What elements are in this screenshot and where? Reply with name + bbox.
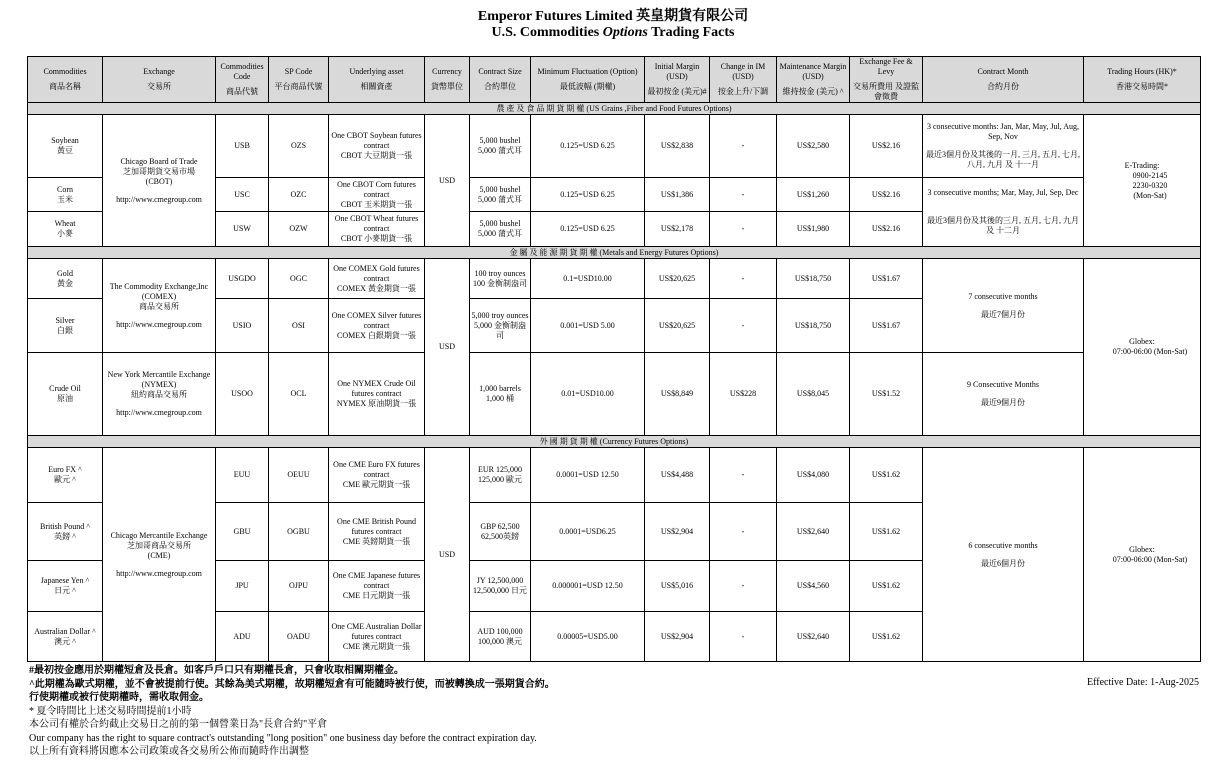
change-in-im: -	[710, 612, 777, 662]
initial-margin: US$20,625	[645, 259, 710, 299]
change-in-im: -	[710, 561, 777, 612]
header-zh: 維持按金 (美元) ^	[782, 87, 844, 96]
currency-cell: USD	[425, 259, 470, 436]
exchange-abbr: (CME)	[147, 550, 171, 560]
footnote: 行使期權或被行使期權時，需收取佣金。	[29, 692, 209, 703]
asset-en: One CME Japanese futures contract	[332, 571, 421, 590]
underlying-asset	[329, 561, 425, 612]
contract-size-en: AUD 100,000	[477, 626, 523, 636]
asset-en: One CBOT Corn futures contract	[337, 179, 416, 199]
contract-month	[923, 115, 1084, 178]
column-header	[103, 57, 216, 103]
trading-hours-value: 0900-2145	[1132, 170, 1168, 180]
commodity-name	[28, 178, 103, 212]
table-row	[28, 353, 1201, 436]
asset-en: One CME British Pound futures contract	[337, 516, 416, 536]
header-zh: 商品代號	[226, 87, 258, 96]
change-in-im: -	[710, 503, 777, 561]
change-in-im: -	[710, 299, 777, 353]
commodity-code: USW	[216, 212, 269, 247]
trading-hours-label: E-Trading:	[1124, 160, 1160, 170]
trading-hours-value: 07:00-06:00 (Mon-Sat)	[1112, 347, 1188, 356]
exchange-fee: US$1.62	[850, 561, 923, 612]
header-zh: 相關資產	[360, 82, 393, 91]
header-zh: 平台商品代號	[274, 82, 323, 91]
section-title: 外 國 期 貨 期 權 (Currency Futures Options)	[28, 436, 1201, 448]
exchange-fee: US$2.16	[850, 115, 923, 178]
commodity-name-zh: 黃豆	[57, 146, 73, 155]
contract-size	[470, 212, 531, 247]
trading-hours-value: (Mon-Sat)	[1133, 190, 1167, 200]
header-en: Commodities Code	[220, 62, 264, 81]
contract-size	[470, 503, 531, 561]
footnote: #最初按金應用於期權短倉及長倉。如客戶戶口只有期權長倉，只會收取相關期權金。	[29, 665, 404, 676]
section-header-row	[28, 247, 1201, 259]
column-header	[923, 57, 1084, 103]
asset-zh: COMEX 白銀期貨一張	[337, 330, 416, 340]
maintenance-margin: US$18,750	[777, 299, 850, 353]
contract-size-zh: 5,000 金衡制盎司	[474, 320, 526, 340]
contract-month-en: 3 consecutive months; Mar, May, Jul, Sep, Dec	[927, 188, 1079, 197]
underlying-asset	[329, 448, 425, 503]
contract-size-zh: 12,500,000 日元	[473, 586, 527, 595]
footnote: Our company has the right to square contract's outstanding "long position" one business day before the contract expiration day.	[29, 732, 537, 744]
currency-cell: USD	[425, 448, 470, 662]
asset-en: One NYMEX Crude Oil futures contract	[337, 379, 416, 398]
contract-size-en: 100 troy ounces	[474, 268, 526, 278]
exchange-abbr: (NYMEX)	[141, 380, 177, 389]
commodity-name-en: Australian Dollar ^	[34, 626, 96, 636]
effective-date: Effective Date: 1-Aug-2025	[1087, 677, 1199, 688]
trading-facts-table	[27, 56, 1201, 662]
table-row	[28, 448, 1201, 503]
spacer	[924, 198, 1082, 216]
commodity-name-zh: 玉米	[57, 194, 73, 204]
underlying-asset	[329, 115, 425, 178]
contract-size-en: 5,000 bushel	[479, 184, 521, 194]
footnote: * 夏令時間比上述交易時間提前1小時	[29, 705, 192, 717]
exchange-name-en: The Commodity Exchange,Inc	[109, 281, 209, 291]
exchange-cell	[103, 353, 216, 436]
exchange-name-zh: 芝加哥期貨交易市場	[123, 166, 195, 176]
commodity-name-zh: 澳元 ^	[54, 636, 76, 646]
header-zh: 最低波幅 (期權)	[559, 82, 616, 91]
asset-en: One COMEX Gold futures contract	[333, 263, 420, 283]
contract-month-zh: 最近9個月份	[981, 398, 1025, 407]
trading-hours-label: Globex:	[1129, 544, 1155, 554]
header-zh: 商品名稱	[49, 82, 81, 91]
min-fluctuation: 0.125=USD 6.25	[531, 178, 645, 212]
min-fluctuation: 0.1=USD10.00	[531, 259, 645, 299]
header-en: Minimum Fluctuation (Option)	[537, 67, 638, 76]
exchange-fee: US$1.67	[850, 299, 923, 353]
column-header	[470, 57, 531, 103]
sp-code: OJPU	[269, 561, 329, 612]
contract-size	[470, 353, 531, 436]
footnote: ^此期權為歐式期權，並不會被提前行使。其餘為美式期權，故期權短倉有可能隨時被行使，而被轉換成一張期貨合約。	[29, 678, 555, 690]
min-fluctuation: 0.125=USD 6.25	[531, 212, 645, 247]
underlying-asset	[329, 353, 425, 436]
exchange-fee: US$2.16	[850, 178, 923, 212]
document-subtitle	[0, 24, 1226, 41]
contract-size	[470, 299, 531, 353]
contract-size-zh: 5,000 蒲式耳	[478, 229, 522, 238]
initial-margin: US$4,488	[645, 448, 710, 503]
sp-code: OGC	[269, 259, 329, 299]
maintenance-margin: US$2,640	[777, 612, 850, 662]
commodity-code: GBU	[216, 503, 269, 561]
exchange-fee: US$1.62	[850, 448, 923, 503]
exchange-fee: US$1.62	[850, 612, 923, 662]
spacer	[924, 390, 1082, 398]
commodity-name	[28, 299, 103, 353]
trading-hours	[1084, 115, 1201, 247]
min-fluctuation: 0.0001=USD6.25	[531, 503, 645, 561]
subtitle-italic: Options	[602, 25, 648, 40]
table-row	[28, 259, 1201, 299]
min-fluctuation: 0.125=USD 6.25	[531, 115, 645, 178]
commodity-code: EUU	[216, 448, 269, 503]
contract-size-zh: 62,500英鎊	[481, 531, 519, 541]
commodity-name-en: Euro FX ^	[48, 465, 82, 474]
header-zh: 交易所	[147, 82, 171, 91]
asset-zh: CME 歐元期貨一張	[342, 480, 411, 489]
contract-size-zh: 5,000 蒲式耳	[478, 146, 522, 155]
section-title: 金 屬 及 能 源 期 貨 期 權 (Metals and Energy Futures Options)	[28, 247, 1201, 259]
footnote: 本公司有權於合約截止交易日之前的第一個營業日為"長倉合約"平倉	[29, 719, 328, 730]
header-en: Currency	[432, 67, 462, 76]
header-en: Maintenance Margin (USD)	[779, 62, 847, 81]
exchange-url: http://www.cmegroup.com	[116, 568, 202, 578]
sp-code: OZW	[269, 212, 329, 247]
trading-hours	[1084, 259, 1201, 436]
initial-margin: US$2,904	[645, 503, 710, 561]
contract-size-zh: 100,000 澳元	[478, 636, 522, 646]
subtitle-prefix: U.S. Commodities	[491, 25, 603, 40]
initial-margin: US$2,838	[645, 115, 710, 178]
contract-size-en: 1,000 barrels	[479, 384, 521, 393]
change-in-im: -	[710, 212, 777, 247]
commodity-name-zh: 英鎊 ^	[54, 531, 76, 541]
contract-size-en: 5,000 troy ounces	[471, 310, 529, 320]
exchange-name-zh: 商品交易所	[139, 301, 179, 311]
underlying-asset	[329, 178, 425, 212]
header-en: Underlying asset	[349, 67, 404, 76]
initial-margin: US$20,625	[645, 299, 710, 353]
contract-month-en: 6 consecutive months	[968, 540, 1038, 550]
change-in-im: -	[710, 448, 777, 503]
contract-size	[470, 115, 531, 178]
commodity-name	[28, 448, 103, 503]
maintenance-margin: US$1,260	[777, 178, 850, 212]
header-en: Trading Hours (HK)*	[1107, 67, 1177, 76]
contract-month-zh: 最近6個月份	[981, 558, 1025, 568]
maintenance-margin: US$4,080	[777, 448, 850, 503]
contract-month-en: 7 consecutive months	[968, 291, 1038, 301]
exchange-name-en: Chicago Mercantile Exchange	[110, 530, 208, 540]
initial-margin: US$2,904	[645, 612, 710, 662]
contract-size-zh: 5,000 蒲式耳	[478, 194, 522, 204]
column-header	[1084, 57, 1201, 103]
header-zh: 合約月份	[987, 82, 1019, 91]
exchange-url: http://www.cmegroup.com	[116, 319, 202, 329]
exchange-abbr: (CBOT)	[145, 176, 173, 186]
contract-size-en: JY 12,500,000	[476, 576, 524, 585]
underlying-asset	[329, 299, 425, 353]
commodity-code: ADU	[216, 612, 269, 662]
contract-size	[470, 561, 531, 612]
min-fluctuation: 0.000001=USD 12.50	[531, 561, 645, 612]
contract-month-zh: 最近3個月份及其後的三月, 五月, 七月, 九月 及 十二月	[927, 216, 1079, 235]
exchange-cell	[103, 448, 216, 662]
trading-hours-value: 2230-0320	[1132, 180, 1168, 190]
header-en: Contract Size	[478, 67, 522, 76]
commodity-name-en: Gold	[57, 268, 73, 278]
asset-zh: CBOT 玉米期貨一張	[340, 199, 413, 209]
column-header	[216, 57, 269, 103]
sp-code: OZS	[269, 115, 329, 178]
spacer	[104, 561, 214, 569]
header-en: Exchange	[143, 67, 175, 76]
maintenance-margin: US$8,045	[777, 353, 850, 436]
commodity-name	[28, 612, 103, 662]
contract-month-zh: 最近3個月份及其後的一月, 三月, 五月, 七月, 八月, 九月 及 十一月	[926, 150, 1080, 169]
maintenance-margin: US$1,980	[777, 212, 850, 247]
commodity-name-en: Soybean	[51, 136, 79, 145]
spacer	[104, 187, 214, 195]
spacer	[104, 312, 214, 320]
commodity-name-zh: 歐元 ^	[54, 475, 76, 484]
table-row	[28, 115, 1201, 178]
asset-zh: CME 澳元期貨一張	[342, 641, 411, 651]
asset-zh: CME 英鎊期貨一張	[342, 536, 411, 546]
commodity-name-zh: 黃金	[57, 278, 73, 288]
sp-code: OSI	[269, 299, 329, 353]
header-en: Contract Month	[977, 67, 1029, 76]
header-row	[28, 57, 1201, 103]
column-header	[28, 57, 103, 103]
header-zh: 香港交易時間*	[1116, 82, 1168, 91]
contract-month-en: 9 Consecutive Months	[967, 380, 1039, 389]
asset-zh: COMEX 黃金期貨一張	[337, 283, 416, 293]
sp-code: OEUU	[269, 448, 329, 503]
contract-month	[923, 178, 1084, 247]
contract-month-en: 3 consecutive months: Jan, Mar, May, Jul, Aug, Sep, Nov	[926, 122, 1080, 141]
contract-size-en: 5,000 bushel	[479, 219, 521, 228]
asset-en: One CBOT Soybean futures contract	[331, 131, 422, 150]
spacer	[924, 302, 1082, 310]
min-fluctuation: 0.00005=USD5.00	[531, 612, 645, 662]
min-fluctuation: 0.01=USD10.00	[531, 353, 645, 436]
subtitle-suffix: Trading Facts	[647, 25, 735, 40]
initial-margin: US$2,178	[645, 212, 710, 247]
initial-margin: US$1,386	[645, 178, 710, 212]
underlying-asset	[329, 612, 425, 662]
exchange-fee: US$1.62	[850, 503, 923, 561]
column-header	[329, 57, 425, 103]
underlying-asset	[329, 503, 425, 561]
asset-en: One CME Euro FX futures contract	[333, 460, 420, 479]
contract-size-en: 5,000 bushel	[479, 136, 521, 145]
column-header	[850, 57, 923, 103]
contract-size	[470, 448, 531, 503]
header-zh: 合約單位	[484, 82, 516, 91]
commodity-name-zh: 原油	[57, 394, 73, 403]
exchange-name-zh: 紐約商品交易所	[131, 390, 187, 399]
asset-zh: CBOT 小麥期貨一張	[340, 234, 413, 243]
spacer	[924, 551, 1082, 559]
header-en: Exchange Fee & Levy	[859, 57, 913, 76]
currency-cell: USD	[425, 115, 470, 247]
contract-size-zh: 1,000 桶	[486, 394, 514, 403]
commodity-name	[28, 561, 103, 612]
exchange-cell	[103, 259, 216, 353]
asset-zh: NYMEX 原油期貨一張	[336, 399, 417, 408]
commodity-name	[28, 115, 103, 178]
column-header	[710, 57, 777, 103]
maintenance-margin: US$18,750	[777, 259, 850, 299]
column-header	[269, 57, 329, 103]
maintenance-margin: US$4,560	[777, 561, 850, 612]
header-en: Initial Margin (USD)	[654, 62, 700, 81]
commodity-code: USIO	[216, 299, 269, 353]
initial-margin: US$8,849	[645, 353, 710, 436]
header-en: SP Code	[284, 67, 313, 76]
contract-month	[923, 259, 1084, 353]
commodity-name	[28, 259, 103, 299]
min-fluctuation: 0.0001=USD 12.50	[531, 448, 645, 503]
exchange-name-zh: 芝加哥商品交易所	[127, 540, 191, 550]
commodity-code: USOO	[216, 353, 269, 436]
change-in-im: -	[710, 259, 777, 299]
contract-size-en: EUR 125,000	[478, 465, 522, 474]
underlying-asset	[329, 259, 425, 299]
header-zh: 貨幣單位	[431, 82, 463, 91]
maintenance-margin: US$2,640	[777, 503, 850, 561]
header-zh: 按金上升/下調	[717, 87, 769, 96]
exchange-url: http://www.cmegroup.com	[116, 408, 202, 417]
commodity-name	[28, 503, 103, 561]
contract-size	[470, 612, 531, 662]
commodity-name-zh: 日元 ^	[54, 586, 76, 595]
header-zh: 交易所費用 及證監會徵費	[853, 82, 919, 101]
footnotes	[29, 664, 1199, 759]
spacer	[924, 142, 1082, 150]
header-en: Change in IM (USD)	[720, 62, 766, 81]
commodity-name-en: Silver	[55, 315, 75, 325]
change-in-im: US$228	[710, 353, 777, 436]
section-header-row	[28, 436, 1201, 448]
exchange-name-en: Chicago Board of Trade	[120, 156, 198, 166]
trading-hours-value: 07:00-06:00 (Mon-Sat)	[1112, 554, 1188, 564]
contract-size-en: GBP 62,500	[480, 521, 520, 531]
underlying-asset	[329, 212, 425, 247]
exchange-fee: US$1.67	[850, 259, 923, 299]
document-title: Emperor Futures Limited 英皇期貨有限公司	[477, 9, 749, 24]
contract-size-zh: 100 金衡制盎司	[473, 278, 527, 288]
asset-en: One COMEX Silver futures contract	[331, 310, 422, 330]
asset-zh: CME 日元期貨一張	[342, 591, 411, 600]
exchange-cell	[103, 115, 216, 247]
contract-month	[923, 448, 1084, 662]
spacer	[104, 400, 214, 408]
contract-month-zh: 最近7個月份	[981, 309, 1025, 319]
change-in-im: -	[710, 115, 777, 178]
min-fluctuation: 0.001=USD 5.00	[531, 299, 645, 353]
commodity-name-en: British Pound ^	[40, 521, 90, 531]
section-header-row	[28, 103, 1201, 115]
trading-hours-label: Globex:	[1129, 337, 1155, 346]
contract-size-zh: 125,000 歐元	[478, 475, 522, 484]
maintenance-margin: US$2,580	[777, 115, 850, 178]
initial-margin: US$5,016	[645, 561, 710, 612]
asset-en: One CBOT Wheat futures contract	[334, 214, 419, 233]
footnote: 以上所有資料將因應本公司政策或各交易所公佈而隨時作出調整	[29, 746, 309, 757]
commodity-name	[28, 353, 103, 436]
commodity-code: USGDO	[216, 259, 269, 299]
contract-month	[923, 353, 1084, 436]
sp-code: OGBU	[269, 503, 329, 561]
exchange-abbr: (COMEX)	[141, 291, 177, 301]
header-zh: 最初按金 (美元)#	[647, 87, 707, 96]
sp-code: OCL	[269, 353, 329, 436]
header-en: Commodities	[43, 67, 87, 76]
commodity-name-zh: 白銀	[57, 325, 73, 335]
sp-code: OZC	[269, 178, 329, 212]
commodity-name-en: Crude Oil	[49, 384, 81, 393]
asset-en: One CME Australian Dollar futures contract	[331, 621, 422, 641]
exchange-fee: US$1.52	[850, 353, 923, 436]
column-header	[645, 57, 710, 103]
commodity-name-en: Corn	[57, 184, 73, 194]
section-title: 農 產 及 食 品 期 貨 期 權 (US Grains ,Fiber and Food Futures Options)	[28, 103, 1201, 115]
column-header	[425, 57, 470, 103]
commodity-name-en: Japanese Yen ^	[40, 576, 90, 585]
column-header	[777, 57, 850, 103]
asset-zh: CBOT 大豆期貨一張	[340, 151, 413, 160]
commodity-name	[28, 212, 103, 247]
sp-code: OADU	[269, 612, 329, 662]
commodity-code: USB	[216, 115, 269, 178]
commodity-code: JPU	[216, 561, 269, 612]
exchange-name-en: New York Mercantile Exchange	[107, 370, 211, 379]
column-header	[531, 57, 645, 103]
commodity-name-en: Wheat	[54, 219, 76, 228]
contract-size	[470, 178, 531, 212]
commodity-name-zh: 小麥	[57, 229, 73, 238]
exchange-fee: US$2.16	[850, 212, 923, 247]
change-in-im: -	[710, 178, 777, 212]
exchange-url: http://www.cmegroup.com	[116, 194, 202, 204]
commodity-code: USC	[216, 178, 269, 212]
trading-hours	[1084, 448, 1201, 662]
contract-size	[470, 259, 531, 299]
